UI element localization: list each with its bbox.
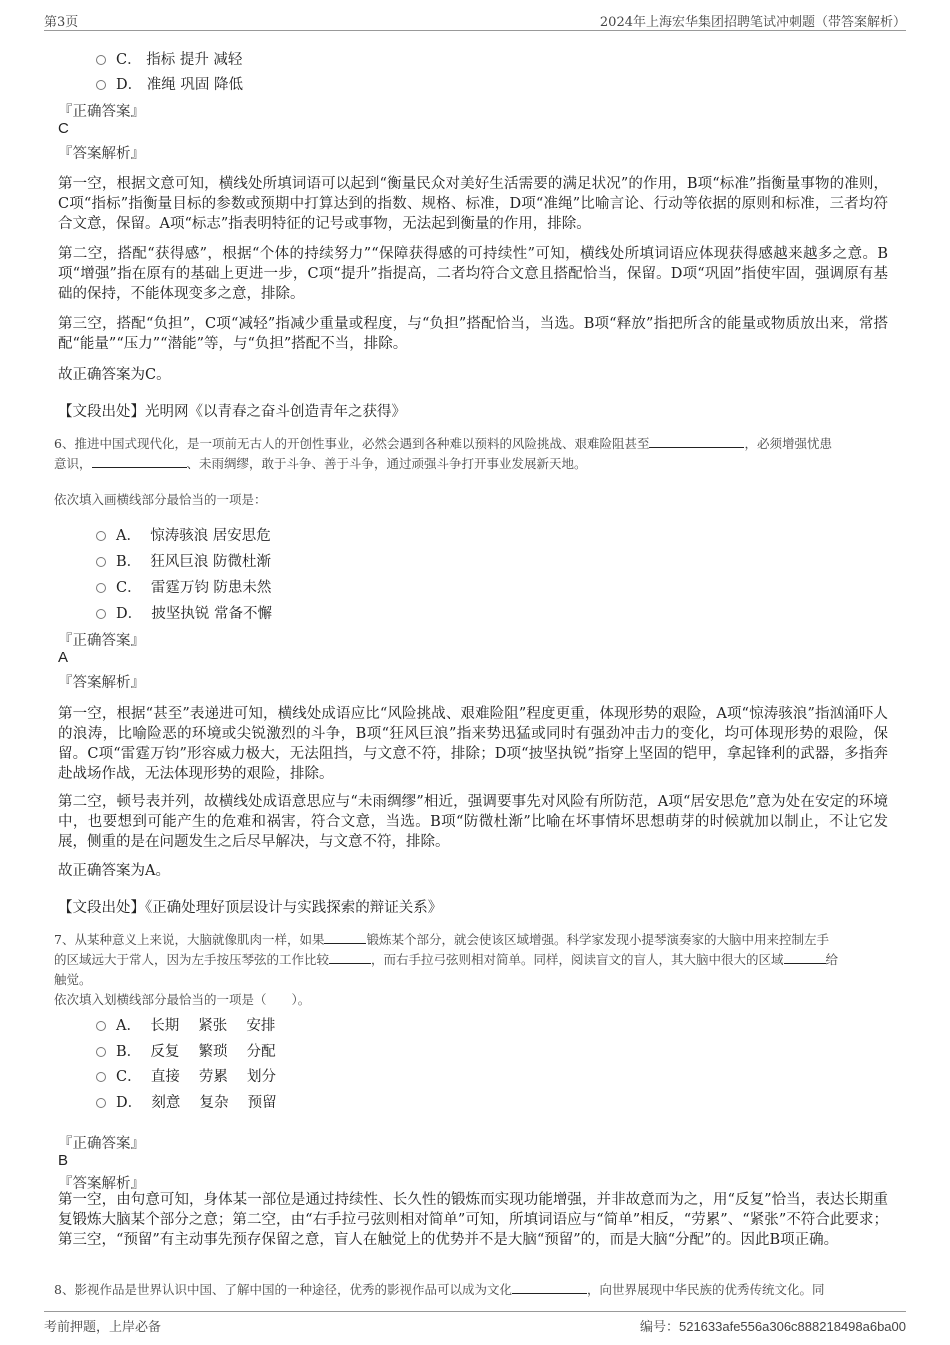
option-c[interactable]: C． 雷霆万钧 防患未然 [96, 576, 271, 597]
analysis-label: 『答案解析』 [58, 146, 145, 162]
analysis-paragraph: 第二空，搭配“获得感”，根据“个体的持续努力”“保障获得感的可持续性”可知，横线处所填词语应体现获得感越来越多之意。B项“增强”指在原有的基础上更进一步，C项“提升”指提高，二者均符合文意且搭配恰当，保留。D项“巩固”指使牢固，强调原有基础的保持，不能体现变多之意，排除。 [58, 246, 888, 302]
question-6-stem: 6、推进中国式现代化，是一项前无古人的开创性事业，必然会遇到各种难以预料的风险挑战、艰难险阻甚至 ，必须增强忧患 意识， 、未雨绸缪，敢于斗争、善于斗争，通过顽强斗争打开事业发展新天地。 [54, 436, 832, 471]
blank [512, 1281, 587, 1294]
answer-value: B [58, 1152, 69, 1169]
footer-slogan: 考前押题，上岸必备 [44, 1320, 162, 1335]
radio-icon[interactable] [96, 531, 106, 541]
analysis-paragraph: 第一空，根据文意可知，横线处所填词语可以起到“衡量民众对美好生活需要的满足状况”的作用，B项“标准”指衡量事物的准则，C项“指标”指衡量目标的参数或预期中打算达到的指数、规格、标准，D项“准绳”比喻言论、行动等依据的原则和标准，三者均符合文意，保留。A项“标志”指表明特征的记号或事物，无法起到衡量的作用，排除。 [58, 176, 888, 232]
analysis-paragraph: 第三空，搭配“负担”，C项“减轻”指减少重量或程度，与“负担”搭配恰当，当选。B项“释放”指把所含的能量或物质放出来，常搭配“能量”“压力”“潜能”等，与“负担”搭配不当，排除。 [58, 316, 888, 352]
analysis-conclusion: 故正确答案为C。 [58, 367, 171, 383]
option-d[interactable]: D． 刻意 复杂 预留 [96, 1091, 277, 1112]
analysis-paragraph: 第二空，顿号表并列，故横线处成语意思应与“未雨绸缪”相近，强调要事先对风险有所防范，A项“居安思危”意为处在安定的环境中，也要想到可能产生的危难和祸害，符合文意，当选。B项“防微杜渐”比喻在坏事情坏思想萌芽的时候就加以制止，不让它发展，侧重的是在问题发生之后尽早解决，与文意不符，排除。 [58, 794, 888, 850]
option-b[interactable]: B． 反复 繁琐 分配 [96, 1040, 276, 1061]
source-citation: 【文段出处】光明网《以青春之奋斗创造青年之获得》 [58, 404, 406, 420]
option-c[interactable]: C． 指标 提升 减轻 [96, 48, 242, 69]
option-b[interactable]: B． 狂风巨浪 防微杜渐 [96, 550, 271, 571]
answer-label: 『正确答案』 [58, 104, 145, 120]
option-c[interactable]: C． 直接 劳累 划分 [96, 1065, 276, 1086]
question-instruction: 依次填入画横线部分最恰当的一项是： [54, 492, 267, 507]
radio-icon[interactable] [96, 557, 106, 567]
blank [324, 931, 366, 944]
blank [649, 435, 744, 448]
answer-label: 『正确答案』 [58, 1136, 145, 1152]
analysis-label: 『答案解析』 [58, 1176, 145, 1192]
radio-icon[interactable] [96, 583, 106, 593]
question-instruction: 依次填入划横线部分最恰当的一项是（ ）。 [54, 992, 311, 1007]
answer-label: 『正确答案』 [58, 633, 145, 649]
document-title: 2024年上海宏华集团招聘笔试冲刺题（带答案解析） [599, 15, 906, 30]
question-8-stem: 8、影视作品是世界认识中国、了解中国的一种途径，优秀的影视作品可以成为文化 ，向世界展现中华民族的优秀传统文化。同 [54, 1282, 825, 1297]
analysis-paragraph: 第一空，由句意可知，身体某一部位是通过持续性、长久性的锻炼而实现功能增强，并非故意而为之，用“反复”恰当，表达长期重复锻炼大脑某个部分之意；第二空，由“右手拉弓弦则相对简单”可知，所填词语应与“简单”相反，“劳累”、“紧张”不符合此要求；第三空，“预留”有主动事先预存保留之意，盲人在触觉上的优势并不是大脑“预留”的，而是大脑“分配”的。因此B项正确。 [58, 1192, 888, 1248]
answer-value: C [58, 120, 69, 137]
question-7-stem: 7、从某种意义上来说，大脑就像肌肉一样，如果 锻炼某个部分，就会使该区域增强。科学家发现小提琴演奏家的大脑中用来控制左手 的区域远大于常人，因为左手按压琴弦的工作比较 ，而右手拉弓弦则相对简单。同样，阅读盲文的盲人，其大脑中很大的区域 给 触觉。 [54, 932, 839, 987]
radio-icon[interactable] [96, 1047, 106, 1057]
source-citation: 【文段出处】《正确处理好顶层设计与实践探索的辩证关系》 [58, 900, 443, 916]
analysis-paragraph: 第一空，根据“甚至”表递进可知，横线处成语应比“风险挑战、艰难险阻”程度更重，体现形势的艰险，A项“惊涛骇浪”指汹涌吓人的浪涛，比喻险恶的环境或尖锐激烈的斗争，B项“狂风巨浪”指来势迅猛或同时有强劲冲击力的变化，均可体现形势的艰险，保留。C项“雷霆万钧”形容威力极大，无法阻挡，与文意不符，排除；D项“披坚执锐”指穿上坚固的铠甲，拿起锋利的武器，多指奔赴战场作战，无法体现形势的艰险，排除。 [58, 706, 888, 782]
answer-value: A [58, 649, 69, 666]
blank [92, 455, 187, 468]
page-header [44, 8, 906, 31]
option-d[interactable]: D． 准绳 巩固 降低 [96, 73, 243, 94]
radio-icon[interactable] [96, 55, 106, 65]
radio-icon[interactable] [96, 1021, 106, 1031]
radio-icon[interactable] [96, 609, 106, 619]
option-a[interactable]: A． 惊涛骇浪 居安思危 [96, 524, 271, 545]
page-footer [44, 1311, 906, 1336]
analysis-conclusion: 故正确答案为A。 [58, 863, 170, 879]
option-a[interactable]: A． 长期 紧张 安排 [96, 1014, 275, 1035]
blank [329, 951, 371, 964]
option-d[interactable]: D． 披坚执锐 常备不懈 [96, 602, 272, 623]
radio-icon[interactable] [96, 1072, 106, 1082]
page-number: 第3页 [44, 15, 79, 30]
analysis-label: 『答案解析』 [58, 675, 145, 691]
document-code: 编号：521633afe556a306c888218498a6ba00 [639, 1319, 906, 1334]
blank [784, 951, 826, 964]
radio-icon[interactable] [96, 1098, 106, 1108]
radio-icon[interactable] [96, 80, 106, 90]
